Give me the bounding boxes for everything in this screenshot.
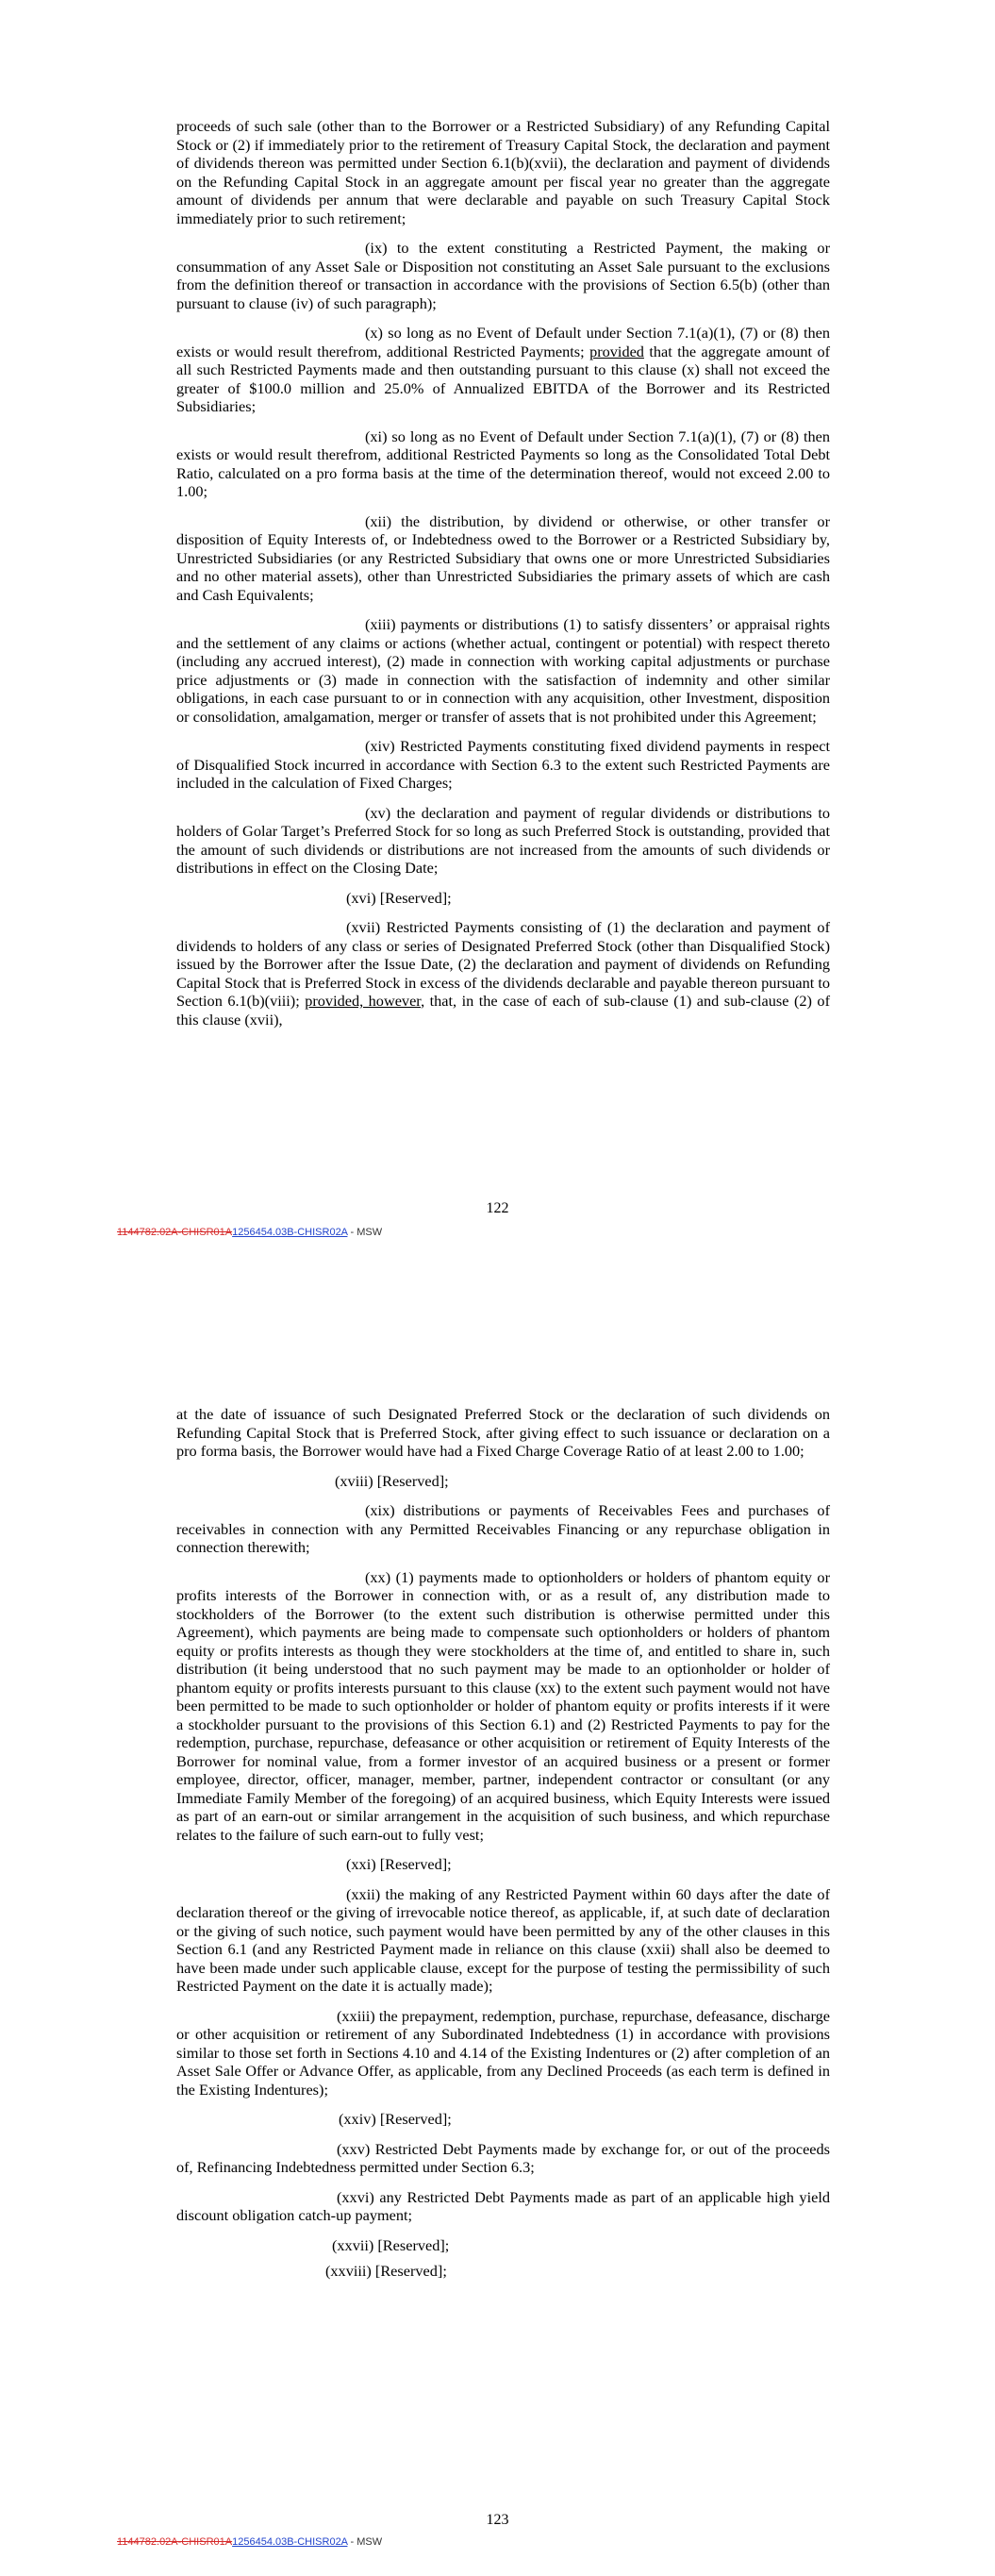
deleted-reference: 1144782.02A-CHISR01A bbox=[117, 1227, 233, 1238]
clause-x bbox=[176, 324, 830, 416]
continuation-paragraph: at the date of issuance of such Designated Preferred Stock or the declaration of such dividends on Refunding Capital Stock that is Preferred Stock, after giving effect to such issuance or declaration on a pro forma basis, the Borrower would have had a Fixed Charge Coverage Ratio of at least 2.00 to 1.00; bbox=[176, 1405, 830, 1460]
clause-xx: (xx) (1) payments made to optionholders or holders of phantom equity or profits interests of the Borrower in connection with, or as a result of, any distribution made to stockholders of the Borrower (to the extent such distribution is otherwise permitted under this Agreement), which payments are being made to compensate such optionholders or holders of phantom equity or profits interests as though they were stockholders at the time of, and entitled to share in, such distribution (it being understood that no such payment may be made to an optionholder or holder of phantom equity or profits interests pursuant to this clause (xx) to the extent such payment would not have been permitted to be made to such optionholder or holder of phantom equity or profits interests if it were a stockholder pursuant to the provisions of this Section 6.1) and (2) Restricted Payments to pay for the redemption, purchase, repurchase, defeasance or other acquisition or retirement of Equity Interests of the Borrower for nominal value, from a former investor of an acquired business or a present or former employee, director, officer, manager, member, partner, independent contractor or consultant (or any Immediate Family Member of the foregoing) of an acquired business, which Equity Interests were issued as part of an earn-out or similar arrangement in the acquisition of such business, and which repurchase relates to the failure of such earn-out to fully vest; bbox=[176, 1567, 830, 1844]
clause-xxviii: (xxviii) [Reserved]; bbox=[325, 2262, 447, 2280]
clause-xxvi: (xxvi) any Restricted Debt Payments made as part of an applicable high yield discount obligation catch-up payment; bbox=[176, 2187, 830, 2224]
deleted-reference: 1144782.02A-CHISR01A bbox=[117, 2536, 233, 2548]
reference-suffix: - MSW bbox=[347, 1227, 383, 1238]
clause-xvii-text-1: (xvii) Restricted Payments consisting of (1) the declaration and payment of dividends to holders of any class or series of Designated Preferred Stock (other than Disqualified Stock) issued by the Borrower after the Issue Date, (2) the declaration and payment of dividends on Refunding Capital Stock that is Preferred Stock in excess of the dividends declarable and payable thereon pursuant to Section 6.1(b)(viii); bbox=[176, 918, 830, 1010]
clause-xxi: (xxi) [Reserved]; bbox=[346, 1855, 452, 1873]
document-reference-footer bbox=[117, 1227, 382, 1238]
clause-xiv: (xiv) Restricted Payments constituting fixed dividend payments in respect of Disqualified Stock incurred in accordance with Section 6.3 to the extent such Restricted Payments are included in the calculation of Fixed Charges; bbox=[176, 737, 830, 792]
page-number: 122 bbox=[486, 1200, 509, 1216]
clause-x-text-2: that the aggregate amount of all such Restricted Payments made and then outstanding pursuant to this clause (x) shall not exceed the greater of $100.0 million and 25.0% of Annualized EBITDA of the Borrower and its Restricted Subsidiaries; bbox=[176, 342, 831, 415]
inserted-reference: 1256454.03B-CHISR02A bbox=[232, 2536, 348, 2548]
clause-x-text-1: (x) so long as no Event of Default under Section 7.1(a)(1), (7) or (8) then exists or would result therefrom, additional Restricted Payments; bbox=[176, 324, 830, 360]
clause-xxiii: (xxiii) the prepayment, redemption, purchase, repurchase, defeasance, discharge or other acquisition or retirement of any Subordinated Indebtedness (1) in accordance with provisions similar to those set forth in Sections 4.10 and 4.14 of the Existing Indentures or (2) after completion of an Asset Sale Offer or Advance Offer, as applicable, from any Declined Proceeds (as each term is defined in the Existing Indentures); bbox=[176, 2006, 830, 2099]
clause-xxv: (xxv) Restricted Debt Payments made by exchange for, or out of the proceeds of, Refinancing Indebtedness permitted under Section 6.3; bbox=[176, 2139, 830, 2176]
clause-xix: (xix) distributions or payments of Receivables Fees and purchases of receivables in connection with any Permitted Receivables Financing or any repurchase obligation in connection therewith; bbox=[176, 1501, 830, 1556]
clause-xxiv: (xxiv) [Reserved]; bbox=[339, 2110, 452, 2128]
clause-xxii: (xxii) the making of any Restricted Payment within 60 days after the date of declaration thereof or the giving of irrevocable notice thereof, as applicable, if, at such date of declaration or the giving of such notice, such payment would have been permitted by any of the other clauses in this Section 6.1 (and any Restricted Payment made in reliance on this clause (xxii) shall also be deemed to have been made under such applicable clause, except for the purpose of testing the permissibility of such Restricted Payment on the date it is actually made); bbox=[176, 1884, 830, 1995]
clause-xi: (xi) so long as no Event of Default under Section 7.1(a)(1), (7) or (8) then exists or would result therefrom, additional Restricted Payments so long as the Consolidated Total Debt Ratio, calculated on a pro forma basis at the time of the determination thereof, would not exceed 2.00 to 1.00; bbox=[176, 427, 830, 500]
clause-xiii: (xiii) payments or distributions (1) to satisfy dissenters’ or appraisal rights and the settlement of any claims or actions (whether actual, contingent or potential) with respect thereto (including any accrued interest), (2) made in connection with working capital adjustments or purchase price adjustments or (3) made in connection with the satisfaction of indemnity and other similar obligations, in each case pursuant to or in connection with any acquisition, other Investment, disposition or consolidation, amalgamation, merger or transfer of assets that is not prohibited under this Agreement; bbox=[176, 615, 830, 726]
inserted-reference: 1256454.03B-CHISR02A bbox=[232, 1227, 348, 1238]
document-reference-footer bbox=[117, 2536, 382, 2548]
clause-xii: (xii) the distribution, by dividend or otherwise, or other transfer or disposition of Equity Interests of, or Indebtedness owed to the Borrower or a Restricted Subsidiary by, Unrestricted Subsidiaries (or any Restricted Subsidiary that owns one or more Unrestricted Subsidiaries and no other material assets), other than Unrestricted Subsidiaries the primary assets of which are cash and Cash Equivalents; bbox=[176, 511, 830, 604]
clause-xvii bbox=[176, 918, 830, 1029]
clause-x-proviso: provided bbox=[589, 342, 644, 360]
clause-xviii: (xviii) [Reserved]; bbox=[335, 1471, 449, 1490]
clause-ix: (ix) to the extent constituting a Restricted Payment, the making or consummation of any Asset Sale or Disposition not constituting an Asset Sale pursuant to the exclusions from the definition thereof or transaction in accordance with the provisions of Section 6.5(b) (other than pursuant to clause (iv) of such paragraph); bbox=[176, 239, 830, 312]
clause-xxvii: (xxvii) [Reserved]; bbox=[332, 2235, 450, 2254]
clause-xvii-text-2: , that, in the case of each of sub-clause (1) and sub-clause (2) of this clause (xvii), bbox=[176, 992, 830, 1029]
page-122-body bbox=[176, 117, 830, 1040]
reference-suffix: - MSW bbox=[347, 2536, 383, 2548]
page-number: 123 bbox=[486, 2512, 509, 2528]
clause-xvii-proviso: provided, however bbox=[305, 992, 422, 1010]
clause-xvi: (xvi) [Reserved]; bbox=[346, 888, 452, 907]
page-123 bbox=[0, 1288, 995, 2576]
continuation-paragraph: proceeds of such sale (other than to the Borrower or a Restricted Subsidiary) of any Refunding Capital Stock or (2) if immediately prior to the retirement of Treasury Capital Stock, the declaration and payment of dividends thereon was permitted under Section 6.1(b)(xvii), the declaration and payment of dividends on the Refunding Capital Stock in an aggregate amount per fiscal year no greater than the aggregate amount of dividends per annum that were declarable and payable on such Treasury Capital Stock immediately prior to such retirement; bbox=[176, 117, 830, 227]
clause-xv: (xv) the declaration and payment of regular dividends or distributions to holders of Golar Target’s Preferred Stock for so long as such Preferred Stock is outstanding, provided that the amount of such dividends or distributions are not increased from the amounts of such dividends or distributions in effect on the Closing Date; bbox=[176, 803, 830, 877]
page-123-body bbox=[176, 1405, 830, 2292]
